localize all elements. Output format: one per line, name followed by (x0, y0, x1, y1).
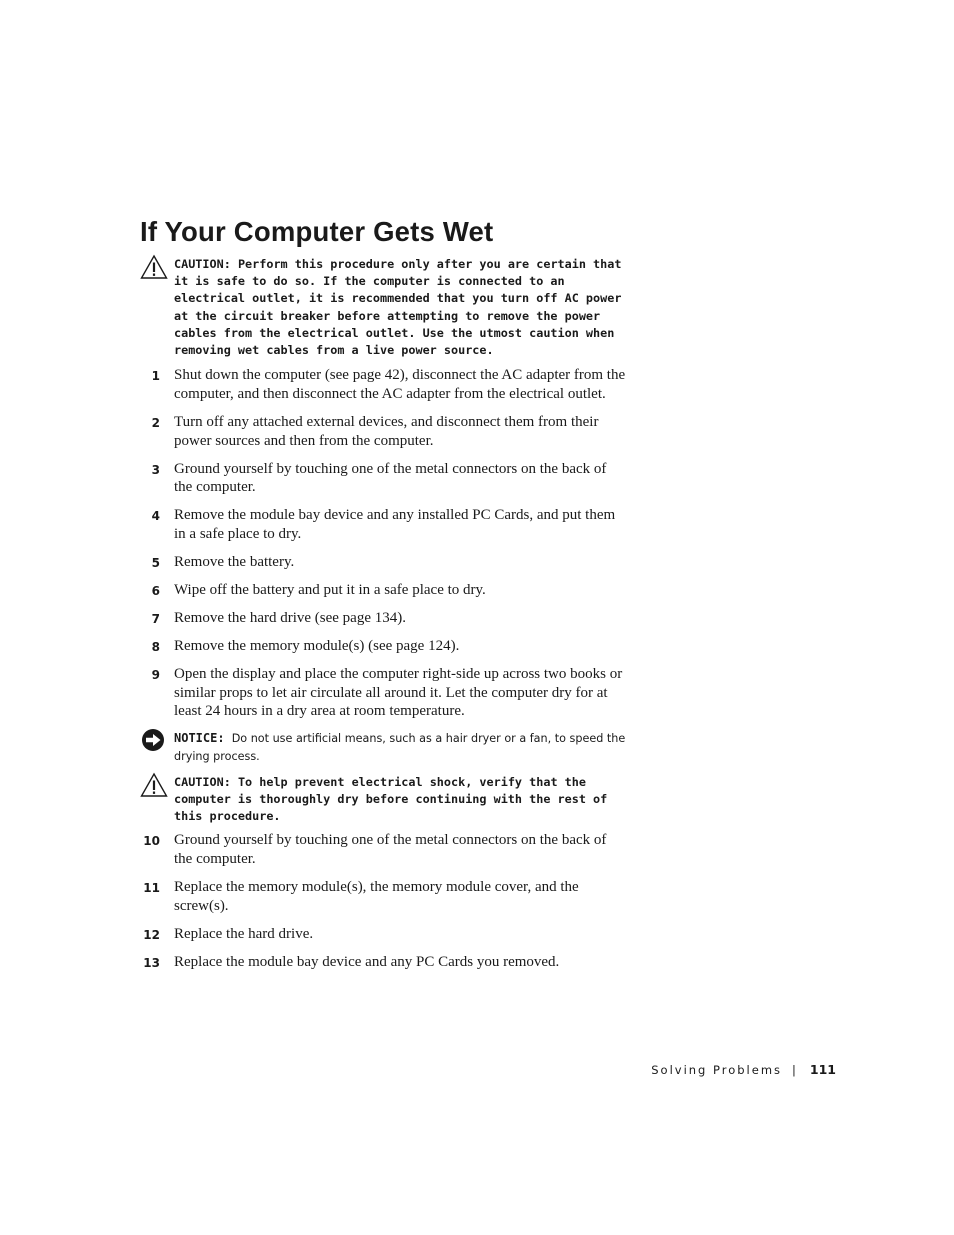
footer-section-title: Solving Problems (651, 1063, 783, 1077)
step-number: 2 (151, 415, 160, 430)
list-item (140, 366, 626, 403)
caution-text: To help prevent electrical shock, verify that the computer is thoroughly dry before continuing with the rest of this procedure. (174, 774, 608, 824)
step-number: 13 (143, 955, 160, 970)
step-text: Remove the module bay device and any installed PC Cards, and put them in a safe place to dry. (174, 507, 616, 543)
warning-triangle-icon (140, 772, 168, 798)
steps-list (140, 366, 626, 721)
notice-block (140, 730, 626, 764)
notice-label: NOTICE: (174, 731, 225, 746)
caution-label: CAUTION: (174, 257, 231, 271)
step-text: Replace the module bay device and any PC Cards you removed. (174, 953, 560, 970)
page-title: If Your Computer Gets Wet (140, 216, 494, 247)
list-item (140, 553, 626, 572)
step-number: 1 (151, 369, 160, 384)
step-number: 4 (151, 509, 160, 524)
step-text: Shut down the computer (see page 42), disconnect the AC adapter from the computer, and then disconnect the AC adapter from the electrical outlet. (174, 367, 626, 402)
list-item (140, 831, 626, 868)
arrow-circle-icon (140, 728, 168, 754)
step-number: 9 (151, 668, 160, 683)
footer-divider: | (792, 1063, 796, 1077)
step-text: Remove the memory module(s) (see page 124). (174, 638, 460, 655)
step-text: Ground yourself by touching one of the metal connectors on the back of the computer. (174, 460, 607, 496)
step-number: 8 (151, 640, 160, 655)
step-number: 5 (151, 556, 160, 571)
step-number: 3 (151, 462, 160, 477)
list-item (140, 953, 626, 972)
list-item (140, 413, 626, 450)
list-item (140, 665, 626, 721)
notice-text: Do not use artificial means, such as a hair dryer or a fan, to speed the drying process. (174, 732, 626, 763)
step-text: Ground yourself by touching one of the metal connectors on the back of the computer. (174, 832, 607, 868)
list-item (140, 506, 626, 543)
content (140, 256, 626, 981)
list-item (140, 609, 626, 628)
step-text: Remove the battery. (174, 554, 295, 571)
step-text: Turn off any attached external devices, and disconnect them from their power sources and then from the computer. (174, 413, 599, 449)
list-item (140, 460, 626, 497)
list-item (140, 637, 626, 656)
step-number: 10 (143, 834, 160, 849)
list-item (140, 925, 626, 944)
step-number: 11 (143, 881, 160, 896)
caution-label: CAUTION: (174, 774, 231, 789)
steps-list (140, 831, 626, 971)
step-text: Replace the hard drive. (174, 925, 314, 942)
caution-block (140, 774, 626, 826)
page-footer (651, 1060, 836, 1080)
step-number: 6 (151, 584, 160, 599)
caution-text: Perform this procedure only after you are certain that it is safe to do so. If the computer is connected to an electrical outlet, it is recommended that you turn off AC power at the circuit breaker before attempting to remove the power cables from the electrical outlet. Use the utmost caution when removing wet cables from a live power source. (174, 257, 622, 358)
step-text: Wipe off the battery and put it in a safe place to dry. (174, 582, 486, 599)
step-number: 7 (151, 612, 160, 627)
list-item (140, 581, 626, 600)
step-text: Open the display and place the computer right-side up across two books or similar props to let air circulate all around it. Let the computer dry for at least 24 hours in a dry area at room temperature. (174, 666, 623, 720)
list-item (140, 878, 626, 915)
step-text: Remove the hard drive (see page 134). (174, 610, 406, 627)
caution-block (140, 256, 626, 359)
step-number: 12 (143, 927, 160, 942)
step-text: Replace the memory module(s), the memory module cover, and the screw(s). (174, 879, 579, 914)
warning-triangle-icon (140, 254, 168, 280)
page-number: 111 (809, 1062, 836, 1077)
